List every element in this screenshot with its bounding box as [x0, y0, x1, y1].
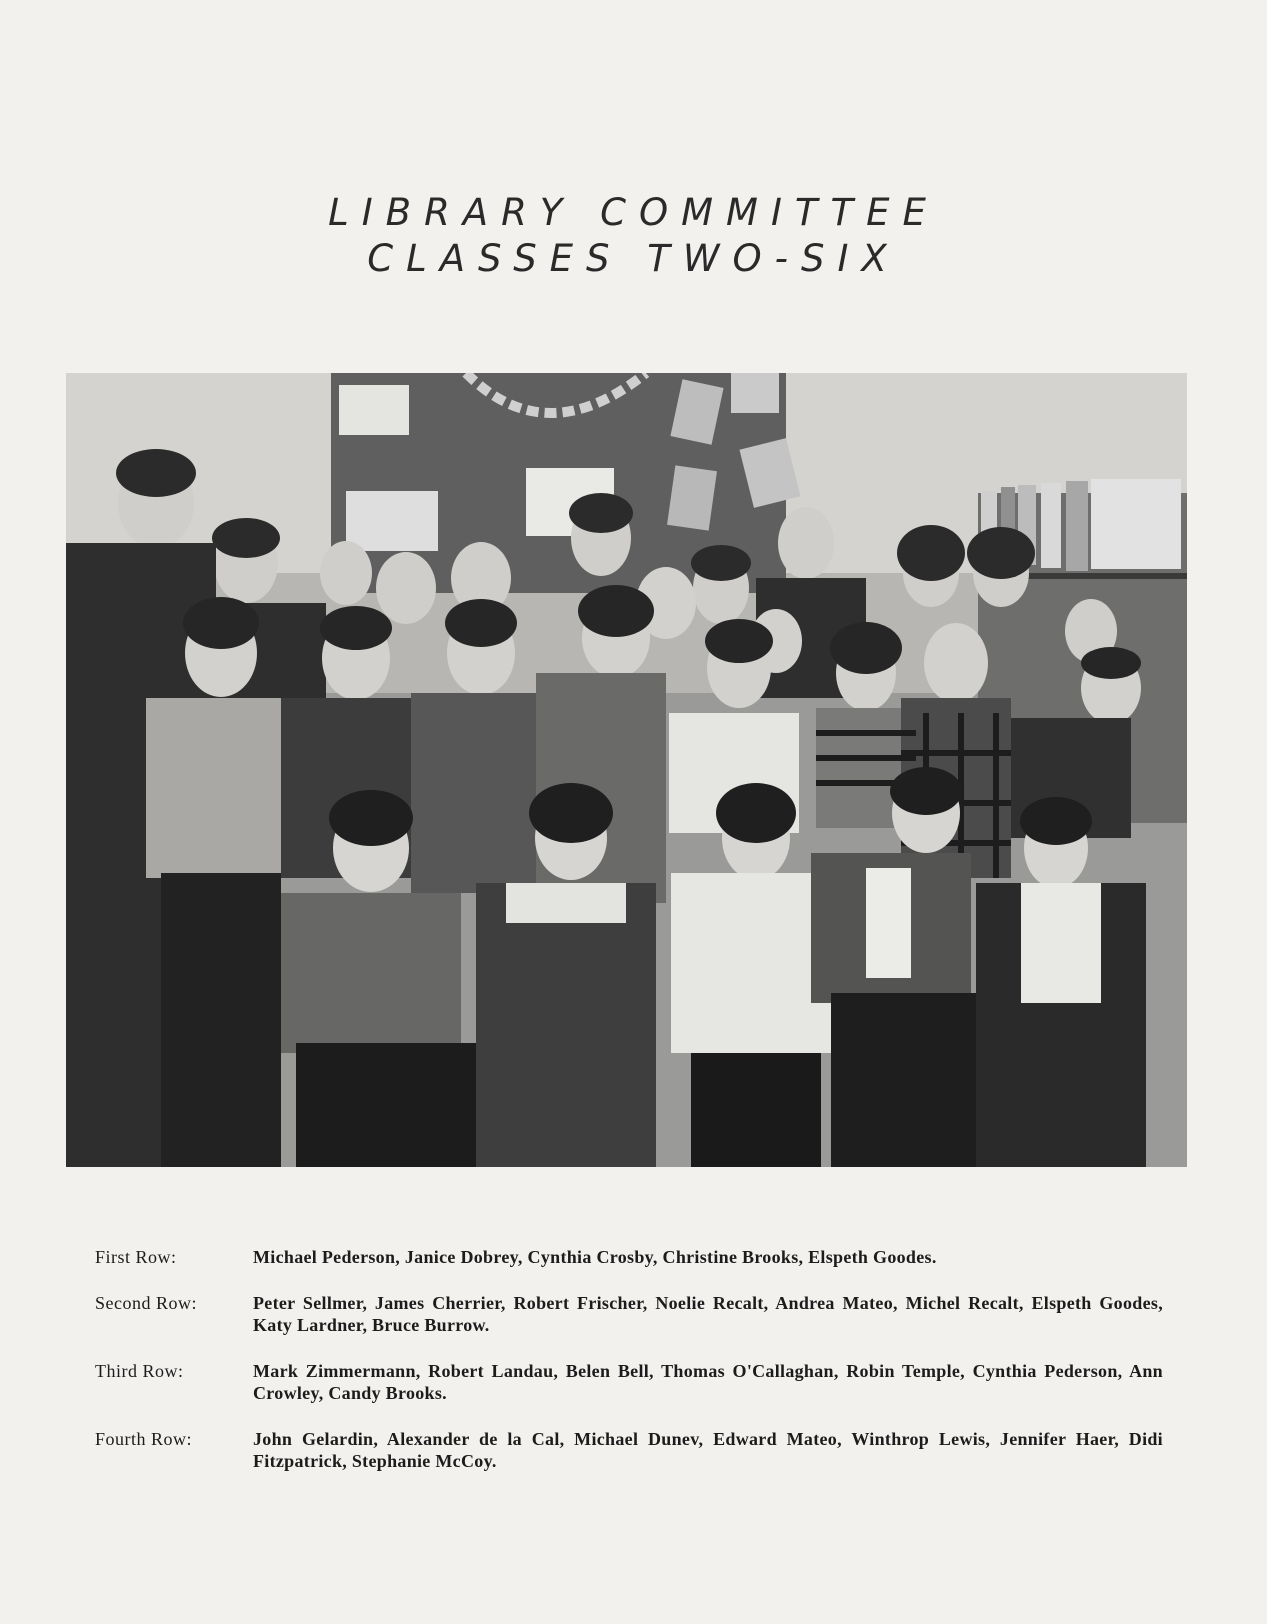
- title-line-1: LIBRARY COMMITTEE: [328, 191, 939, 234]
- caption-third-row: [95, 1360, 1163, 1404]
- group-photo-illustration: [66, 373, 1187, 1167]
- caption-first-row: [95, 1246, 1163, 1268]
- caption-second-row: [95, 1292, 1163, 1336]
- caption-label: First Row:: [95, 1247, 177, 1267]
- caption-names: Mark Zimmermann, Robert Landau, Belen Bell, Thomas O'Callaghan, Robin Temple, Cynthia Pederson, Ann Crowley, Candy Brooks.: [253, 1361, 1163, 1403]
- caption-fourth-row: [95, 1428, 1163, 1472]
- caption-names: John Gelardin, Alexander de la Cal, Michael Dunev, Edward Mateo, Winthrop Lewis, Jennifer Haer, Didi Fitzpatrick, Stephanie McCoy.: [253, 1429, 1163, 1471]
- group-photo: [66, 373, 1187, 1167]
- caption-label: Third Row:: [95, 1361, 184, 1381]
- page-title: [0, 190, 1267, 282]
- caption-label: Fourth Row:: [95, 1429, 193, 1449]
- caption-names: Michael Pederson, Janice Dobrey, Cynthia Crosby, Christine Brooks, Elspeth Goodes.: [253, 1247, 937, 1267]
- caption-names: Peter Sellmer, James Cherrier, Robert Frischer, Noelie Recalt, Andrea Mateo, Michel Recalt, Elspeth Goodes, Katy Lardner, Bruce Burrow.: [253, 1293, 1163, 1335]
- caption-list: [95, 1246, 1163, 1496]
- title-line-2: CLASSES TWO-SIX: [367, 237, 900, 280]
- caption-label: Second Row:: [95, 1293, 197, 1313]
